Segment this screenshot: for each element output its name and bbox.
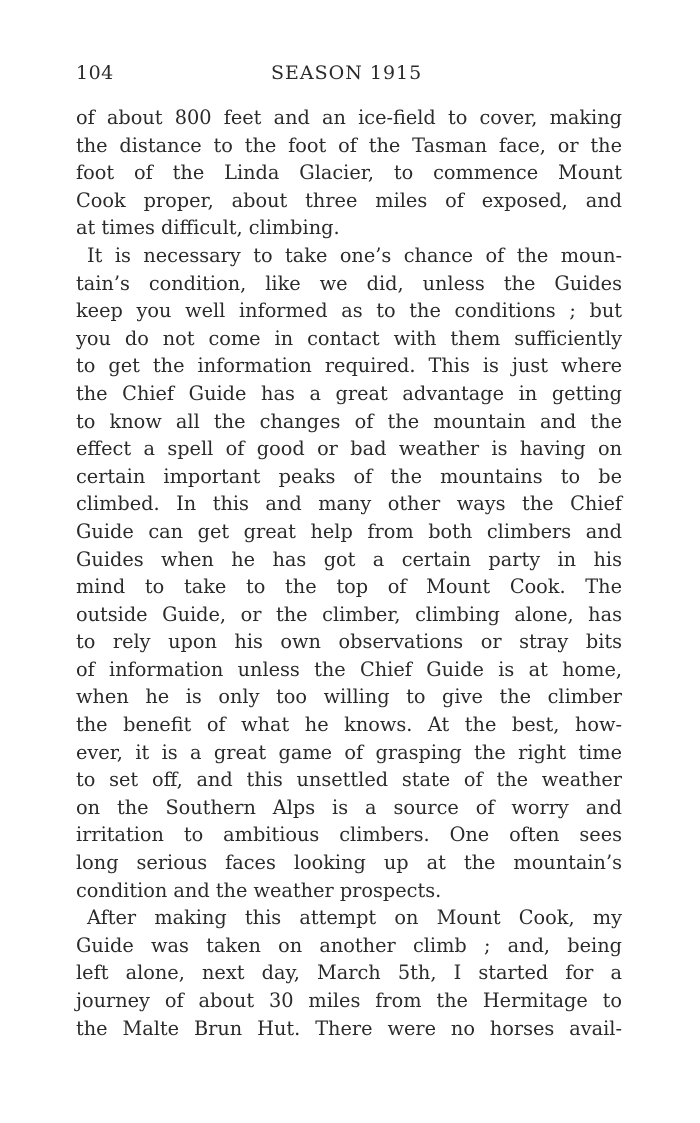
text-line: After making this attempt on Mount Cook, my [87, 906, 622, 930]
text-line: Guides when he has got a certain party in his [76, 547, 622, 571]
text-line: you do not come in contact with them sufficiently [76, 326, 622, 350]
text-line: condition and the weather prospects. [76, 878, 442, 902]
text-line: Guide can get great help from both climbers and [76, 519, 622, 543]
text-line: on the Southern Alps is a source of worry and [76, 795, 622, 819]
text-line: to know all the changes of the mountain and the [76, 409, 622, 433]
text-line: to get the information required. This is just where [76, 354, 622, 378]
text-line: mind to take to the top of Mount Cook. The [76, 575, 622, 599]
text-line: irritation to ambitious climbers. One often sees [76, 823, 622, 847]
text-line: certain important peaks of the mountains to be [76, 464, 622, 488]
text-line: tain’s condition, like we did, unless the Guides [76, 271, 622, 295]
body-text [76, 104, 622, 1042]
book-page [76, 62, 622, 1042]
text-line: to set off, and this unsettled state of the weather [76, 768, 622, 792]
paragraph-2 [76, 242, 622, 904]
text-line: at times difficult, climbing. [76, 216, 340, 240]
text-line: to rely upon his own observations or stray bits [76, 630, 622, 654]
text-line: long serious faces looking up at the mountain’s [76, 851, 622, 875]
running-head [76, 62, 622, 92]
text-line: ever, it is a great game of grasping the right time [76, 740, 622, 764]
text-line: Cook proper, about three miles of exposed, and [76, 188, 622, 212]
text-line: It is necessary to take one’s chance of the moun- [87, 243, 622, 267]
text-line: of information unless the Chief Guide is at home, [76, 657, 622, 681]
paragraph-3 [76, 904, 622, 1042]
text-line: keep you well informed as to the conditions ; but [76, 299, 622, 323]
text-line: effect a spell of good or bad weather is having on [76, 437, 622, 461]
text-line: the Chief Guide has a great advantage in getting [76, 381, 622, 405]
text-line: Guide was taken on another climb ; and, being [76, 933, 622, 957]
text-line: the Malte Brun Hut. There were no horses avail- [76, 1016, 622, 1040]
text-line: foot of the Linda Glacier, to commence Mount [76, 161, 622, 185]
text-line: journey of about 30 miles from the Hermitage to [76, 989, 622, 1012]
text-line: climbed. In this and many other ways the Chief [76, 492, 622, 516]
page-number: 104 [76, 62, 114, 84]
text-line: the benefit of what he knows. At the best, how- [76, 713, 622, 737]
paragraph-1 [76, 104, 622, 242]
text-line: outside Guide, or the climber, climbing alone, has [76, 602, 622, 626]
text-line: of about 800 feet and an ice-field to cover, making [76, 106, 622, 129]
text-line: left alone, next day, March 5th, I started for a [76, 961, 622, 985]
text-line: when he is only too willing to give the climber [76, 685, 622, 709]
text-line: the distance to the foot of the Tasman face, or the [76, 133, 622, 157]
running-title: SEASON 1915 [271, 62, 423, 84]
